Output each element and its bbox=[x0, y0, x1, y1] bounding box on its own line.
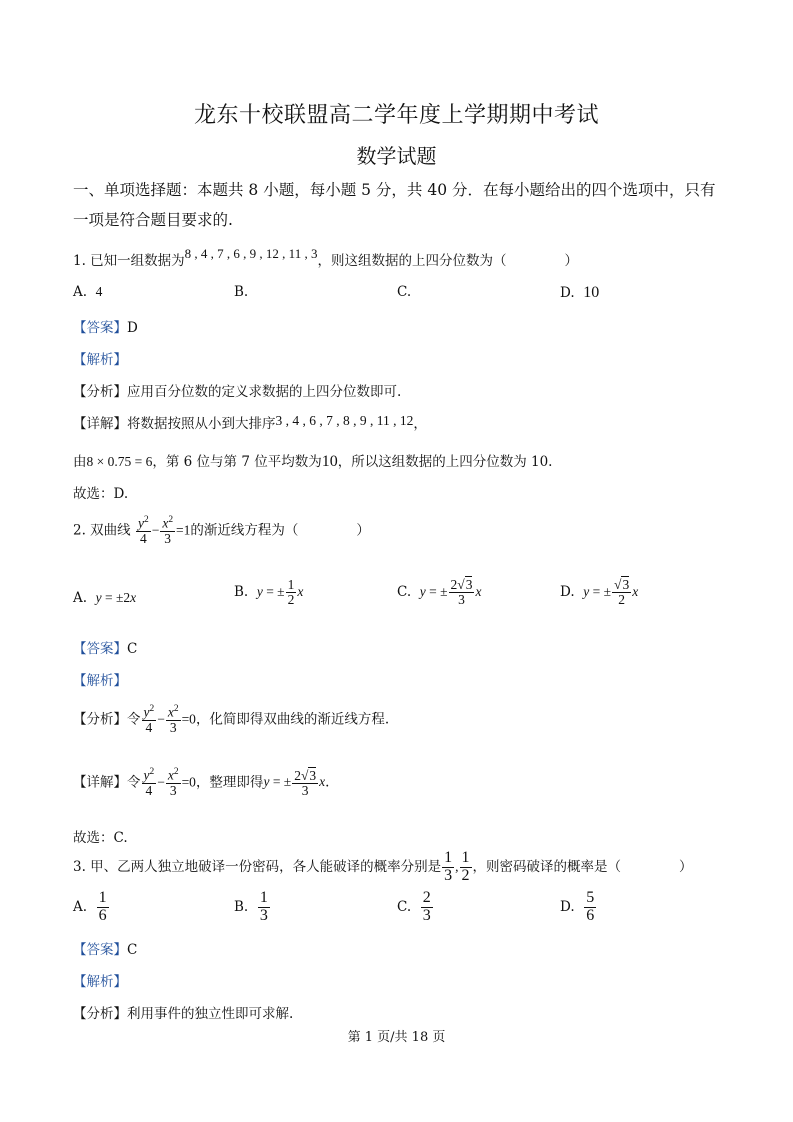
q3-option-c-value: $\frac{2}{3}$ bbox=[422, 889, 431, 924]
xiangjie-tag: 【详解】 bbox=[73, 416, 127, 432]
q1-xiangjie-row bbox=[73, 412, 427, 432]
question-3-prefix: 3. 甲、乙两人独立地破译一份密码，各人能破译的概率分别是 bbox=[73, 858, 442, 875]
q3-option-d[interactable] bbox=[560, 890, 597, 925]
question-3: 3. 甲、乙两人独立地破译一份密码，各人能破译的概率分别是 $\frac{1}{3}$ , $\frac{1}{2}$ ，则密码破译的概率是（ ） bbox=[73, 849, 693, 884]
q1-analysis-tag: 【解析】 bbox=[73, 352, 127, 368]
q1-line2-end: ，所以这组数据的上四分位数为 10. bbox=[337, 454, 553, 470]
q1-option-a[interactable] bbox=[73, 284, 102, 300]
q2-option-a-label: A. bbox=[73, 590, 88, 606]
q3-option-c-label: C. bbox=[397, 898, 412, 915]
q2-option-a[interactable] bbox=[73, 590, 136, 606]
page-subtitle: 数学试题 bbox=[356, 144, 437, 168]
q1-option-c[interactable] bbox=[397, 284, 411, 300]
fenxi-term-x: $\frac{x^2}{3}$ bbox=[167, 704, 179, 735]
q3-option-c[interactable] bbox=[397, 890, 434, 925]
q2-option-a-expr: y = ±2x bbox=[95, 590, 137, 605]
fenxi-tag: 【分析】 bbox=[73, 384, 127, 400]
q2-option-c-label: C. bbox=[397, 583, 412, 600]
q3-option-b-label: B. bbox=[234, 898, 249, 915]
q2-xiangjie-row: 【详解】令 $\frac{y^2}{4}$ − $\frac{x^2}{3}$ =0，整理即得y = ± $\frac{2√3}{3}$ x. bbox=[73, 767, 330, 798]
q3-option-b-value: $\frac{1}{3}$ bbox=[259, 889, 268, 924]
q1-option-d-value: 10 bbox=[583, 284, 600, 301]
question-3-suffix: ，则密码破译的概率是（ bbox=[472, 858, 622, 875]
q1-option-c-label: C. bbox=[397, 284, 412, 300]
question-1-close: ） bbox=[564, 253, 578, 269]
question-1-prefix: 1. 已知一组数据为 bbox=[73, 253, 185, 269]
q3-option-a[interactable] bbox=[73, 890, 110, 925]
q2-xiangjie-end: . bbox=[325, 774, 330, 791]
q2-choice: 故选：C. bbox=[73, 830, 128, 846]
q1-choice: 故选：D. bbox=[73, 486, 129, 502]
q1-xiangjie-pre: 将数据按照从小到大排序 bbox=[127, 416, 276, 432]
page-footer: 第 1 页/共 18 页 bbox=[347, 1030, 446, 1045]
prob-1-3: $\frac{1}{3}$ bbox=[444, 849, 453, 884]
q2-option-d[interactable] bbox=[560, 578, 638, 607]
q2-fenxi-row: 【分析】令 $\frac{y^2}{4}$ − $\frac{x^2}{3}$ =0，化简即得双曲线的渐近线方程. bbox=[73, 704, 390, 735]
q1-line2-pre: 由 bbox=[73, 454, 87, 470]
q1-xiangjie-end: ， bbox=[413, 416, 427, 432]
question-1 bbox=[73, 246, 578, 269]
q3-option-b[interactable] bbox=[234, 890, 271, 925]
q1-answer: D bbox=[127, 320, 138, 336]
q3-answer: C bbox=[127, 942, 138, 958]
fenxi-tag: 【分析】 bbox=[73, 1006, 127, 1022]
fenxi-tag: 【分析】 bbox=[73, 711, 127, 728]
q2-xiangjie-mid: ，整理即得 bbox=[195, 774, 264, 791]
answer-tag: 【答案】 bbox=[73, 641, 127, 657]
section-intro-line2: 一项是符合题目要求的. bbox=[73, 211, 233, 229]
question-2-prefix: 2. 双曲线 bbox=[73, 522, 131, 539]
q2-option-b[interactable] bbox=[234, 578, 303, 607]
q3-option-a-label: A. bbox=[73, 898, 88, 915]
q3-option-a-value: $\frac{1}{6}$ bbox=[98, 889, 107, 924]
q3-fenxi: 利用事件的独立性即可求解. bbox=[127, 1006, 294, 1022]
answer-tag: 【答案】 bbox=[73, 942, 127, 958]
q1-line2-expr: 8 × 0.75 = 6 bbox=[86, 454, 153, 469]
q3-analysis-tag: 【解析】 bbox=[73, 974, 127, 990]
q1-option-d[interactable] bbox=[560, 284, 599, 302]
q1-option-d-label: D. bbox=[560, 285, 575, 301]
q2-xiangjie-pre: 令 bbox=[127, 774, 141, 791]
q2-answer-row bbox=[73, 637, 137, 657]
answer-tag: 【答案】 bbox=[73, 320, 127, 336]
q1-fenxi: 应用百分位数的定义求数据的上四分位数即可. bbox=[127, 384, 402, 400]
question-2-close: ） bbox=[356, 522, 370, 539]
hyperbola-term-x: $\frac{x^2}{3}$ bbox=[162, 515, 174, 546]
q1-line2-row bbox=[73, 450, 552, 471]
question-2-suffix: 的渐近线方程为（ bbox=[190, 522, 299, 539]
question-2: 2. 双曲线 $\frac{y^2}{4}$ − $\frac{x^2}{3}$ =1的渐近线方程为（ ） bbox=[73, 515, 370, 546]
section-intro-line1: 一、单项选择题：本题共 8 小题，每小题 5 分，共 40 分．在每小题给出的四个选项中，只有 bbox=[73, 181, 716, 199]
q1-answer-row bbox=[73, 316, 138, 336]
q1-option-b[interactable] bbox=[234, 284, 248, 300]
xiangjie-term-x: $\frac{x^2}{3}$ bbox=[167, 767, 179, 798]
q3-option-d-value: $\frac{5}{6}$ bbox=[586, 889, 595, 924]
question-1-data: 8 , 4 , 7 , 6 , 9 , 12 , 11 , 3 bbox=[184, 246, 318, 261]
q1-sorted-seq: 3 , 4 , 6 , 7 , 8 , 9 , 11 , 12 bbox=[275, 413, 414, 428]
q2-analysis-tag: 【解析】 bbox=[73, 673, 127, 689]
q2-xiangjie-result: y = ± $\frac{2√3}{3}$ x bbox=[263, 767, 326, 798]
q2-option-d-expr: y = ± $\frac{√3}{2}$ x bbox=[583, 577, 639, 608]
q3-answer-row bbox=[73, 938, 137, 958]
fenxi-term-y: $\frac{y^2}{4}$ bbox=[143, 704, 155, 735]
question-3-close: ） bbox=[679, 858, 693, 875]
q1-option-a-label: A. bbox=[73, 284, 88, 300]
question-1-suffix: ，则这组数据的上四分位数为（ bbox=[317, 253, 507, 269]
q2-option-b-expr: y = ± $\frac{1}{2}$ x bbox=[256, 577, 304, 608]
q2-fenxi-pre: 令 bbox=[127, 711, 141, 728]
q2-answer: C bbox=[127, 641, 138, 657]
q2-option-c[interactable] bbox=[397, 578, 481, 607]
q2-fenxi-post: ，化简即得双曲线的渐近线方程. bbox=[195, 711, 390, 728]
xiangjie-tag: 【详解】 bbox=[73, 774, 127, 791]
xiangjie-term-y: $\frac{y^2}{4}$ bbox=[143, 767, 155, 798]
q2-option-d-label: D. bbox=[560, 583, 575, 600]
q1-line2-val: 10 bbox=[321, 453, 338, 470]
page-title: 龙东十校联盟高二学年度上学期期中考试 bbox=[193, 103, 599, 128]
q1-fenxi-row bbox=[73, 380, 401, 400]
q2-option-c-expr: y = ± $\frac{2√3}{3}$ x bbox=[419, 577, 482, 608]
q1-option-a-value: 4 bbox=[95, 284, 103, 299]
q2-option-b-label: B. bbox=[234, 583, 249, 600]
q1-option-b-label: B. bbox=[234, 284, 249, 300]
q1-line2-mid: ，第 6 位与第 7 位平均数为 bbox=[152, 454, 322, 470]
prob-1-2: $\frac{1}{2}$ bbox=[461, 849, 470, 884]
hyperbola-term-y: $\frac{y^2}{4}$ bbox=[137, 515, 149, 546]
q3-option-d-label: D. bbox=[560, 898, 575, 915]
q3-fenxi-row bbox=[73, 1002, 293, 1022]
